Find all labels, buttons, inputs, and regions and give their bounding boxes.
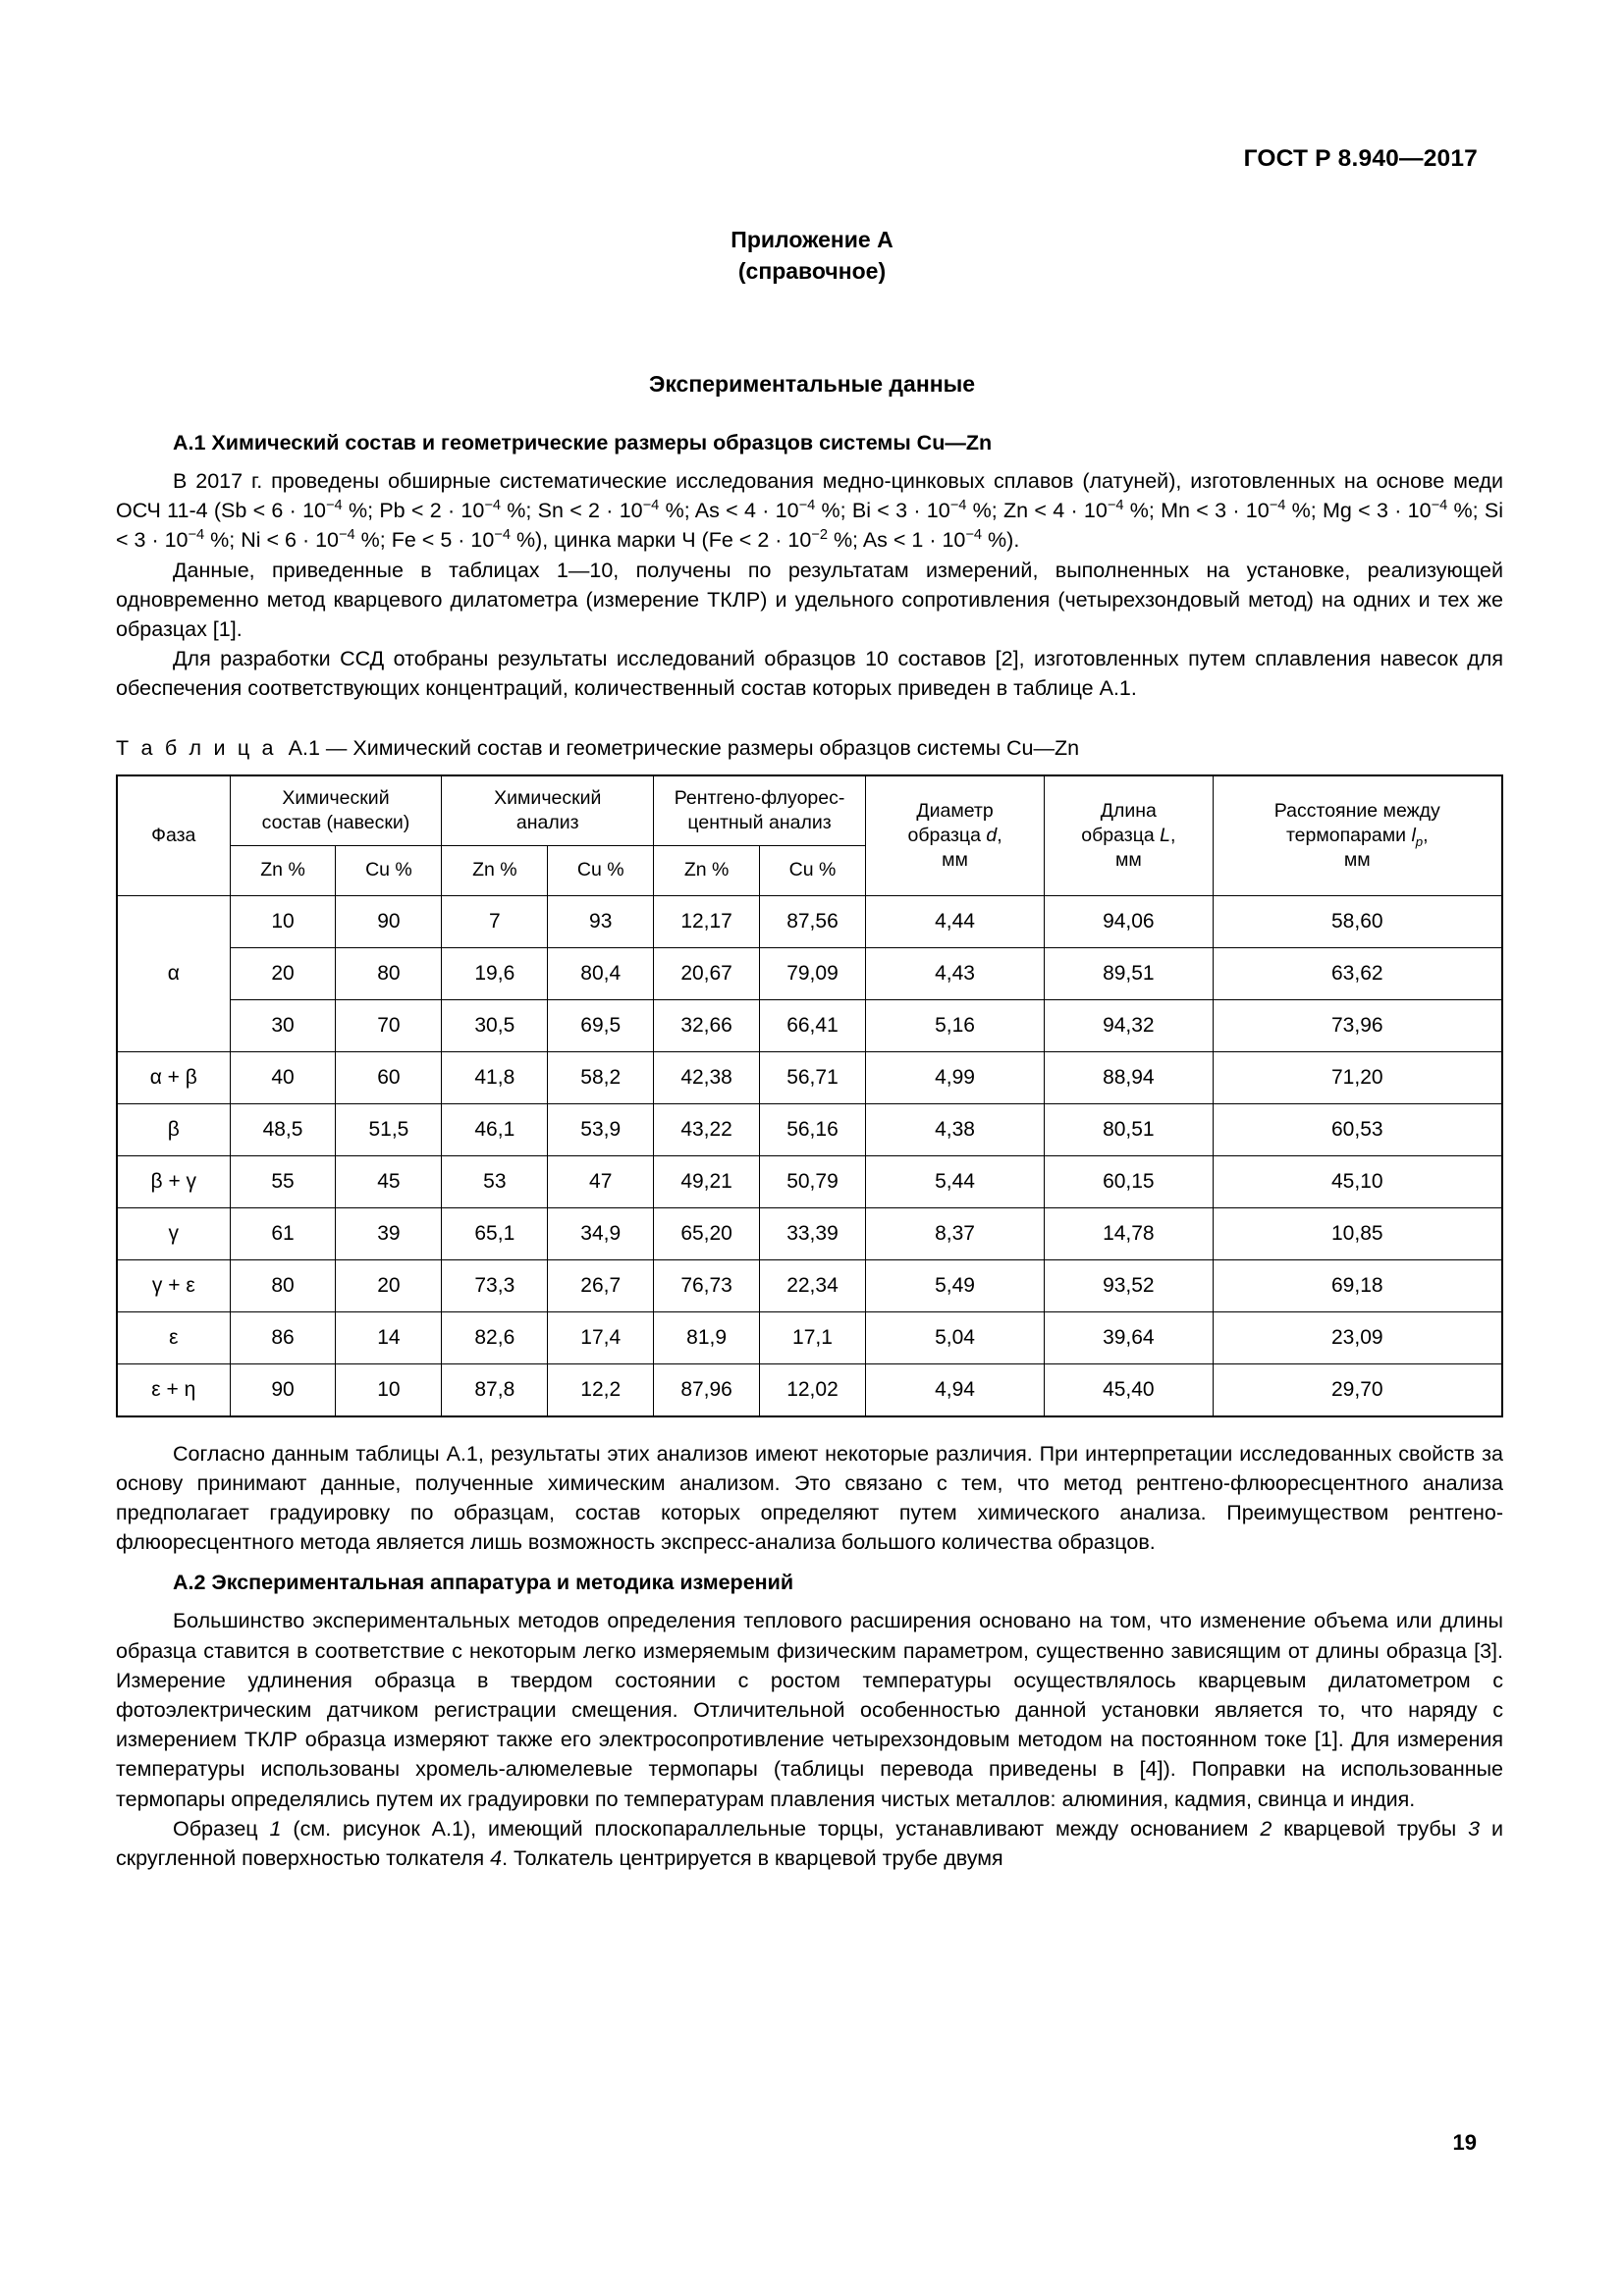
cell-thermocouple-distance: 71,20 — [1213, 1051, 1502, 1103]
cell-cu-analysis: 17,4 — [548, 1311, 654, 1363]
cell-length: 89,51 — [1045, 947, 1213, 999]
exponent: −4 — [494, 527, 511, 544]
para-text: и скругленной поверхностью толкателя — [116, 1816, 1504, 1871]
cell-diameter: 4,44 — [865, 895, 1044, 947]
cell-cu-weigh: 60 — [336, 1051, 442, 1103]
appendix-title: Приложение А — [731, 227, 893, 252]
cell-zn-weigh: 30 — [230, 999, 336, 1051]
cell-phase: β — [117, 1103, 230, 1155]
cell-zn-analysis: 30,5 — [442, 999, 548, 1051]
header-line-2: анализ — [515, 811, 579, 833]
cell-zn-analysis: 19,6 — [442, 947, 548, 999]
cell-thermocouple-distance: 45,10 — [1213, 1155, 1502, 1207]
cell-cu-xrf: 33,39 — [760, 1207, 866, 1259]
paragraph-a1-2: Данные, приведенные в таблицах 1—10, получены по результатам измерений, выполненных на установке, реализующей одновременно метод кварцевого дилатометра (измерение ТКЛР) и удельного сопротивления (четырехзондовый метод) на одних и тех же образцах [1]. — [116, 558, 1503, 642]
cell-zn-xrf: 76,73 — [654, 1259, 760, 1311]
exponent: −4 — [326, 498, 343, 514]
paragraph-a2-2 — [116, 1814, 1503, 1873]
exponent: −4 — [1107, 498, 1124, 514]
cell-diameter: 4,94 — [865, 1363, 1044, 1416]
cell-diameter: 5,49 — [865, 1259, 1044, 1311]
header-line-2a: образца — [907, 824, 987, 846]
cell-thermocouple-distance: 10,85 — [1213, 1207, 1502, 1259]
cell-diameter: 5,04 — [865, 1311, 1044, 1363]
header-line-1: Длина — [1100, 799, 1157, 822]
symbol-l-subscript: р — [1415, 833, 1424, 849]
cell-length: 88,94 — [1045, 1051, 1213, 1103]
header-line-1: Химический — [494, 786, 602, 809]
cell-cu-weigh: 90 — [336, 895, 442, 947]
para-text: В 2017 г. проведены обширные систематические исследования медно-цинковых сплавов (латуней), изготовленных на основе меди ОСЧ 11-4 (Sb < 6 · 10 — [116, 469, 1503, 523]
cell-length: 80,51 — [1045, 1103, 1213, 1155]
document-body — [116, 429, 1503, 1873]
cell-length: 45,40 — [1045, 1363, 1213, 1416]
para-text: %; Zn < 4 · 10 — [966, 499, 1108, 523]
cell-diameter: 5,16 — [865, 999, 1044, 1051]
cell-cu-weigh: 45 — [336, 1155, 442, 1207]
cell-diameter: 4,38 — [865, 1103, 1044, 1155]
cell-zn-weigh: 86 — [230, 1311, 336, 1363]
table-row — [117, 895, 1502, 947]
cell-zn-analysis: 7 — [442, 895, 548, 947]
cell-cu-xrf: 50,79 — [760, 1155, 866, 1207]
symbol-l: l — [1411, 824, 1416, 846]
para-text: %; Ni < 6 · 10 — [204, 528, 340, 553]
appendix-title-block — [0, 224, 1624, 287]
col-header-cu-xrf: Cu % — [760, 845, 866, 895]
table-row — [117, 999, 1502, 1051]
col-header-group-xrf — [654, 775, 866, 846]
cell-zn-xrf: 87,96 — [654, 1363, 760, 1416]
para-text: (см. рисунок А.1), имеющий плоскопараллельные торцы, устанавливают между основанием — [281, 1816, 1261, 1841]
section-heading-a1: А.1 Химический состав и геометрические размеры образцов системы Cu—Zn — [173, 431, 993, 454]
para-text: %). — [982, 528, 1020, 553]
para-text: . Толкатель центрируется в кварцевой трубе двумя — [502, 1846, 1003, 1871]
exponent: −4 — [965, 527, 983, 544]
cell-zn-weigh: 40 — [230, 1051, 336, 1103]
figure-ref-1: 1 — [269, 1816, 282, 1841]
table-caption-label: Т а б л и ц а — [116, 735, 277, 760]
cell-cu-weigh: 14 — [336, 1311, 442, 1363]
cell-cu-weigh: 80 — [336, 947, 442, 999]
cell-cu-analysis: 80,4 — [548, 947, 654, 999]
cell-zn-xrf: 81,9 — [654, 1311, 760, 1363]
cell-cu-analysis: 12,2 — [548, 1363, 654, 1416]
para-text: %; Bi < 3 · 10 — [815, 499, 950, 523]
header-line-1: Химический — [282, 786, 390, 809]
header-line-3: мм — [1343, 848, 1371, 871]
chemical-composition-table — [116, 774, 1503, 1417]
cell-zn-weigh: 20 — [230, 947, 336, 999]
exponent: −4 — [949, 498, 967, 514]
document-header-standard-number: ГОСТ Р 8.940—2017 — [1243, 145, 1478, 172]
cell-length: 60,15 — [1045, 1155, 1213, 1207]
cell-thermocouple-distance: 69,18 — [1213, 1259, 1502, 1311]
cell-cu-xrf: 22,34 — [760, 1259, 866, 1311]
para-text: %; As < 1 · 10 — [827, 528, 966, 553]
cell-zn-weigh: 80 — [230, 1259, 336, 1311]
para-text: %; Si < 3 · 10 — [116, 499, 1504, 553]
header-line-2c: , — [1423, 824, 1429, 846]
header-line-2: центный анализ — [687, 811, 832, 833]
table-caption-text: Химический состав и геометрические размеры образцов системы Cu—Zn — [352, 735, 1080, 760]
col-header-cu-weigh: Cu % — [336, 845, 442, 895]
cell-cu-weigh: 51,5 — [336, 1103, 442, 1155]
cell-zn-xrf: 49,21 — [654, 1155, 760, 1207]
table-row — [117, 1051, 1502, 1103]
cell-length: 14,78 — [1045, 1207, 1213, 1259]
cell-zn-weigh: 61 — [230, 1207, 336, 1259]
exponent: −4 — [642, 498, 660, 514]
cell-thermocouple-distance: 23,09 — [1213, 1311, 1502, 1363]
exponent: −4 — [1431, 498, 1448, 514]
cell-cu-analysis: 69,5 — [548, 999, 654, 1051]
table-body — [117, 895, 1502, 1416]
header-line-1: Диаметр — [916, 799, 994, 822]
table-row — [117, 1103, 1502, 1155]
header-line-3: мм — [1114, 848, 1142, 871]
symbol-L: L — [1160, 824, 1170, 846]
cell-cu-analysis: 93 — [548, 895, 654, 947]
cell-length: 39,64 — [1045, 1311, 1213, 1363]
cell-diameter: 8,37 — [865, 1207, 1044, 1259]
table-head — [117, 775, 1502, 896]
col-header-group-chem-weigh — [230, 775, 442, 846]
header-line-3: мм — [942, 848, 968, 871]
table-row — [117, 1363, 1502, 1416]
section-heading-a2: А.2 Экспериментальная аппаратура и методика измерений — [173, 1571, 794, 1595]
para-text: %; Pb < 2 · 10 — [342, 499, 485, 523]
figure-ref-2: 2 — [1260, 1816, 1272, 1841]
cell-cu-analysis: 34,9 — [548, 1207, 654, 1259]
cell-cu-analysis: 47 — [548, 1155, 654, 1207]
cell-cu-weigh: 70 — [336, 999, 442, 1051]
cell-phase: α — [117, 895, 230, 1051]
cell-phase: β + γ — [117, 1155, 230, 1207]
table-row — [117, 1311, 1502, 1363]
cell-diameter: 4,43 — [865, 947, 1044, 999]
para-text: %; As < 4 · 10 — [659, 499, 799, 523]
exponent: −4 — [484, 498, 501, 514]
header-line-2a: образца — [1081, 824, 1161, 846]
cell-zn-xrf: 65,20 — [654, 1207, 760, 1259]
col-header-length — [1045, 775, 1213, 896]
cell-thermocouple-distance: 73,96 — [1213, 999, 1502, 1051]
figure-ref-3: 3 — [1468, 1816, 1481, 1841]
cell-phase: α + β — [117, 1051, 230, 1103]
paragraph-a1-1 — [116, 466, 1503, 556]
cell-zn-xrf: 32,66 — [654, 999, 760, 1051]
paragraph-a2-1: Большинство экспериментальных методов определения теплового расширения основано на том, что изменение объема или длины образца ставится в соответствие с некоторым легко измеряемым физическим параметром, существенно зависящим от длины образца [3]. Измерение удлинения образца в твердом состоянии с ростом температуры осуществлялось кварцевым дилатометром с фотоэлектрическим датчиком регистрации смещения. Отличительной особенностью данной установки является то, что наряду с измерением ТКЛР образца измеряют также его электросопротивление четырехзондовым методом на постоянном токе [1]. Для измерения температуры использованы хромель-алюмелевые термопары (таблицы перевода приведены в [4]). Поправки на использованные термопары определялись путем их градуировки по температурам плавления чистых металлов: алюминия, кадмия, свинца и индия. — [116, 1609, 1503, 1811]
cell-zn-xrf: 20,67 — [654, 947, 760, 999]
cell-phase: ε + η — [117, 1363, 230, 1416]
header-line-1: Рентгено-флуорес- — [674, 786, 845, 809]
para-text: %; Sn < 2 · 10 — [501, 499, 643, 523]
page-number: 19 — [1452, 2130, 1477, 2155]
col-header-zn-analysis: Zn % — [442, 845, 548, 895]
cell-diameter: 4,99 — [865, 1051, 1044, 1103]
exponent: −4 — [1269, 498, 1286, 514]
cell-diameter: 5,44 — [865, 1155, 1044, 1207]
cell-cu-xrf: 17,1 — [760, 1311, 866, 1363]
cell-length: 94,32 — [1045, 999, 1213, 1051]
cell-zn-weigh: 48,5 — [230, 1103, 336, 1155]
table-caption-dash: — — [325, 735, 348, 760]
cell-thermocouple-distance: 63,62 — [1213, 947, 1502, 999]
cell-cu-analysis: 53,9 — [548, 1103, 654, 1155]
table-caption — [116, 733, 1503, 763]
cell-cu-xrf: 87,56 — [760, 895, 866, 947]
cell-zn-weigh: 10 — [230, 895, 336, 947]
cell-thermocouple-distance: 60,53 — [1213, 1103, 1502, 1155]
cell-phase: ε — [117, 1311, 230, 1363]
para-text: %; Fe < 5 · 10 — [354, 528, 495, 553]
cell-cu-weigh: 39 — [336, 1207, 442, 1259]
cell-zn-xrf: 43,22 — [654, 1103, 760, 1155]
cell-zn-analysis: 87,8 — [442, 1363, 548, 1416]
cell-phase: γ + ε — [117, 1259, 230, 1311]
header-line-2a: термопарами — [1285, 824, 1412, 846]
cell-cu-xrf: 66,41 — [760, 999, 866, 1051]
cell-cu-weigh: 20 — [336, 1259, 442, 1311]
table-row — [117, 1259, 1502, 1311]
para-text: кварцевой трубы — [1272, 1816, 1469, 1841]
symbol-d: d — [986, 824, 998, 846]
cell-zn-analysis: 65,1 — [442, 1207, 548, 1259]
cell-thermocouple-distance: 58,60 — [1213, 895, 1502, 947]
figure-ref-4: 4 — [490, 1846, 503, 1871]
header-line-2c: , — [997, 824, 1002, 846]
cell-cu-xrf: 56,71 — [760, 1051, 866, 1103]
cell-zn-weigh: 90 — [230, 1363, 336, 1416]
paragraph-a1-4: Согласно данным таблицы А.1, результаты этих анализов имеют некоторые различия. При интерпретации исследованных свойств за основу принимают данные, полученные химическим анализом. Это связано с тем, что метод рентгено-флюоресцентного анализа предполагает градуировку по образцам, состав которых определяют путем химического анализа. Преимуществом рентгено-флюоресцентного метода является лишь возможность экспресс-анализа большого количества образцов. — [116, 1441, 1503, 1555]
cell-length: 94,06 — [1045, 895, 1213, 947]
cell-cu-xrf: 56,16 — [760, 1103, 866, 1155]
cell-zn-analysis: 41,8 — [442, 1051, 548, 1103]
col-header-cu-analysis: Cu % — [548, 845, 654, 895]
table-header-row-groups — [117, 775, 1502, 846]
header-line-2: состав (навески) — [261, 811, 410, 833]
cell-zn-analysis: 82,6 — [442, 1311, 548, 1363]
paragraph-a1-3: Для разработки ССД отобраны результаты исследований образцов 10 составов [2], изготовленных путем сплавления навесок для обеспечения соответствующих концентраций, количественный состав которых приведен в таблице А.1. — [116, 647, 1503, 701]
col-header-zn-weigh: Zn % — [230, 845, 336, 895]
exponent: −2 — [811, 527, 828, 544]
exponent: −4 — [798, 498, 816, 514]
exponent: −4 — [188, 527, 205, 544]
table-row — [117, 947, 1502, 999]
col-header-phase: Фаза — [117, 775, 230, 896]
para-text: %; Mg < 3 · 10 — [1285, 499, 1432, 523]
cell-thermocouple-distance: 29,70 — [1213, 1363, 1502, 1416]
cell-zn-analysis: 46,1 — [442, 1103, 548, 1155]
cell-zn-analysis: 73,3 — [442, 1259, 548, 1311]
cell-zn-weigh: 55 — [230, 1155, 336, 1207]
cell-cu-xrf: 12,02 — [760, 1363, 866, 1416]
para-text: %; Mn < 3 · 10 — [1123, 499, 1270, 523]
cell-phase: γ — [117, 1207, 230, 1259]
page-title: Экспериментальные данные — [648, 371, 976, 397]
para-text: Образец — [173, 1816, 270, 1841]
col-header-thermocouple-distance — [1213, 775, 1502, 896]
col-header-zn-xrf: Zn % — [654, 845, 760, 895]
appendix-subtitle: (справочное) — [737, 258, 887, 284]
para-text: %), цинка марки Ч (Fe < 2 · 10 — [510, 528, 812, 553]
cell-cu-analysis: 26,7 — [548, 1259, 654, 1311]
cell-length: 93,52 — [1045, 1259, 1213, 1311]
exponent: −4 — [339, 527, 355, 544]
header-line-2c: , — [1170, 824, 1176, 846]
cell-cu-xrf: 79,09 — [760, 947, 866, 999]
cell-zn-analysis: 53 — [442, 1155, 548, 1207]
table-row — [117, 1155, 1502, 1207]
header-line-1: Расстояние между — [1273, 799, 1440, 822]
cell-zn-xrf: 12,17 — [654, 895, 760, 947]
cell-cu-analysis: 58,2 — [548, 1051, 654, 1103]
col-header-diameter — [865, 775, 1044, 896]
table-row — [117, 1207, 1502, 1259]
cell-zn-xrf: 42,38 — [654, 1051, 760, 1103]
cell-cu-weigh: 10 — [336, 1363, 442, 1416]
col-header-group-chem-analysis — [442, 775, 654, 846]
table-caption-number: А.1 — [288, 735, 320, 760]
